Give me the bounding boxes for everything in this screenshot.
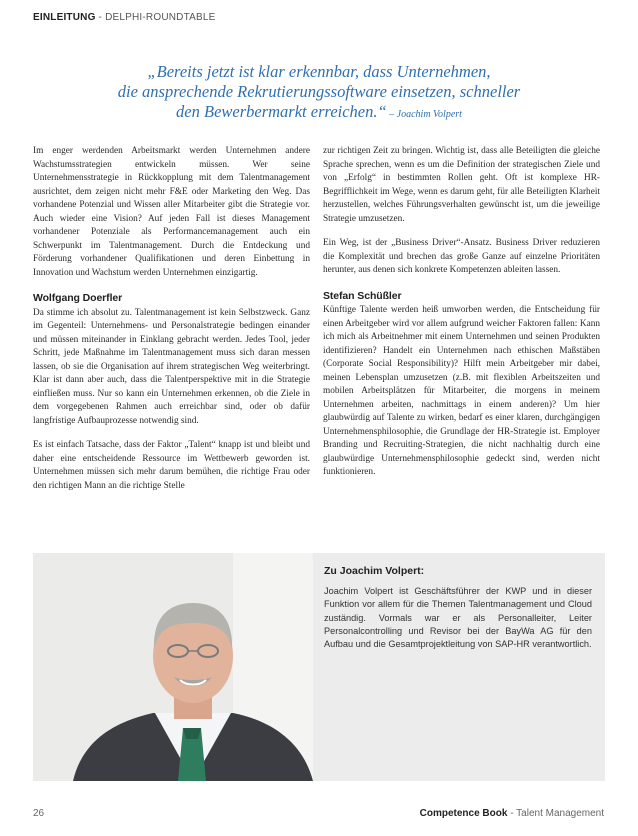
left-paragraph-3: Es ist einfach Tatsache, dass der Faktor „Talent“ knapp ist und bleibt und daher eine entscheidende Ressource im Wettbewerb geworden ist. Unternehmen müssen sich mehr darum bemühen, die richtige Frau oder den richtigen Mann an die richtige Stelle — [33, 440, 310, 491]
left-paragraph-1: Im enger werdenden Arbeitsmarkt werden Unternehmen andere Wachstumsstrategien entwickeln müssen. Wer seine Unternehmensstrategie in Rückkopplung mit dem Talentmanagement ausrichtet, dem zeigen nicht mehr F&E oder Marketing den Weg. Das vorhandene Potenzial und Wissen aller Mitarbeiter gibt die Strategie vor. Auch wieder eine Vision? Auf jeden Fall ist dieses Management vorhandener Potenziale als Performancemanagement auch ein Schwerpunkt im Talentmanagement. Durch die Entdeckung und Förderung vorhandener Qualifikationen und deren Einbettung in Innovation und Wachstum werden Unternehmen einzigartig. — [33, 146, 310, 278]
pull-quote — [60, 62, 578, 125]
page-number: 26 — [33, 808, 45, 819]
footer-separator: - — [507, 808, 517, 819]
quote-line-2: die ansprechende Rekrutierungssoftware einsetzen, schneller — [117, 82, 521, 101]
running-header — [33, 12, 216, 23]
quote-line-3 — [60, 102, 578, 125]
right-paragraph-3: Künftige Talente werden heiß umworben werden, die Entscheidung für einen Arbeitgeber wird vor allem aufgrund weicher Faktoren fallen: Kann ich mich als Arbeitnehmer mit einem Unternehmen und seinen Produkten identifizieren? Handelt ein Unternehmen nach ethischen Maßstäben (Corporate Social Responsibility)? Hilft mein Arbeitgeber mir dabei, meinen Lebensplan umzusetzen (z.B. mit flexiblen Arbeitszeiten und mobilen Arbeitsplätzen für Mitarbeiter, die morgens in meinem Unternehmen arbeiten, nachmittags in einem anderen)? Um hier glaubwürdig auf Talente zu wirken, bedarf es einer klaren, durchgängigen Unternehmensphilosophie, die Grundlage der HR-Strategie ist. Employer Branding und Recruiting-Strategien, die nicht nachhaltig durch eine glaubwürdige Unternehmensphilosophie gedeckt sind, werden nicht funktionieren. — [323, 305, 600, 477]
speaker-heading-doerfler: Wolfgang Doerfler — [33, 292, 123, 304]
quote-line-3-text: den Bewerbermarkt erreichen.“ — [176, 102, 387, 121]
quote-line-1: „Bereits jetzt ist klar erkennbar, dass Unternehmen, — [147, 62, 491, 81]
left-paragraph-2: Da stimme ich absolut zu. Talentmanagement ist kein Selbstzweck. Ganz im Gegenteil: Unternehmens- und Personalstrategie bedingen einander und müssen miteinander in Einklang gebracht werden. Jedes Tool, jeder Schritt, jede Maßnahme im Talentmanagement muss sich daran messen lassen, ob sie die Organisation auf ihrem strategischen Weg weiterbringt. Klar ist dann aber auch, dass die Talentperspektive mit in die Strategie einfließen muss. Nur so kann ein Unternehmen erkennen, ob die Ziele in dem vorgegebenen Rahmen auch erreichbar sind, oder ob dafür langfristige Aufbauprozesse notwendig sind. — [33, 307, 310, 426]
right-paragraph-2: Ein Weg, ist der „Business Driver“-Ansatz. Business Driver reduzieren die Komplexität und brechen das große Ganze auf einzelne Prioritäten herunter, aus denen sich konkrete Kompetenzen ableiten lassen. — [323, 238, 600, 275]
portrait-photo — [33, 553, 313, 781]
left-column — [33, 145, 310, 504]
portrait-illustration — [33, 553, 313, 781]
header-subsection: DELPHI-ROUNDTABLE — [105, 12, 216, 23]
quote-author: – Joachim Volpert — [386, 109, 462, 120]
header-section: EINLEITUNG — [33, 12, 96, 23]
right-paragraph-1: zur richtigen Zeit zu bringen. Wichtig ist, dass alle Beteiligten die gleiche Sprache sprechen, wenn es um die Definition der strategischen Ziele und von „Erfolg“ in bestimmten Rollen geht. Oft ist komplexe HR-Begrifflichkeit im Wege, wenn es darum geht, für alle Beteiligten Klarheit herzustellen, welches Führungsverhalten gewünscht ist, um die jeweilige Strategie umzusetzen. — [323, 146, 600, 224]
footer-book-title: Competence Book — [419, 808, 508, 819]
bio-text: Joachim Volpert ist Geschäftsführer der KWP und in dieser Funktion vor allem für die Themen Talentmanagement und Cloud zuständig. Vormals war er als Personalleiter, Leiter Personalcontrolling und Revisor bei der BayWa AG für den Aufbau und die Gesamtprojektleitung von SAP-HR verantwortlich. — [324, 586, 592, 650]
right-column — [323, 145, 600, 491]
bio-box — [313, 553, 605, 781]
footer-book-topic: Talent Management — [516, 808, 604, 819]
bio-title: Zu Joachim Volpert: — [324, 565, 425, 577]
running-footer — [420, 808, 604, 819]
header-separator: - — [95, 12, 106, 23]
speaker-heading-schuessler: Stefan Schüßler — [323, 289, 402, 302]
